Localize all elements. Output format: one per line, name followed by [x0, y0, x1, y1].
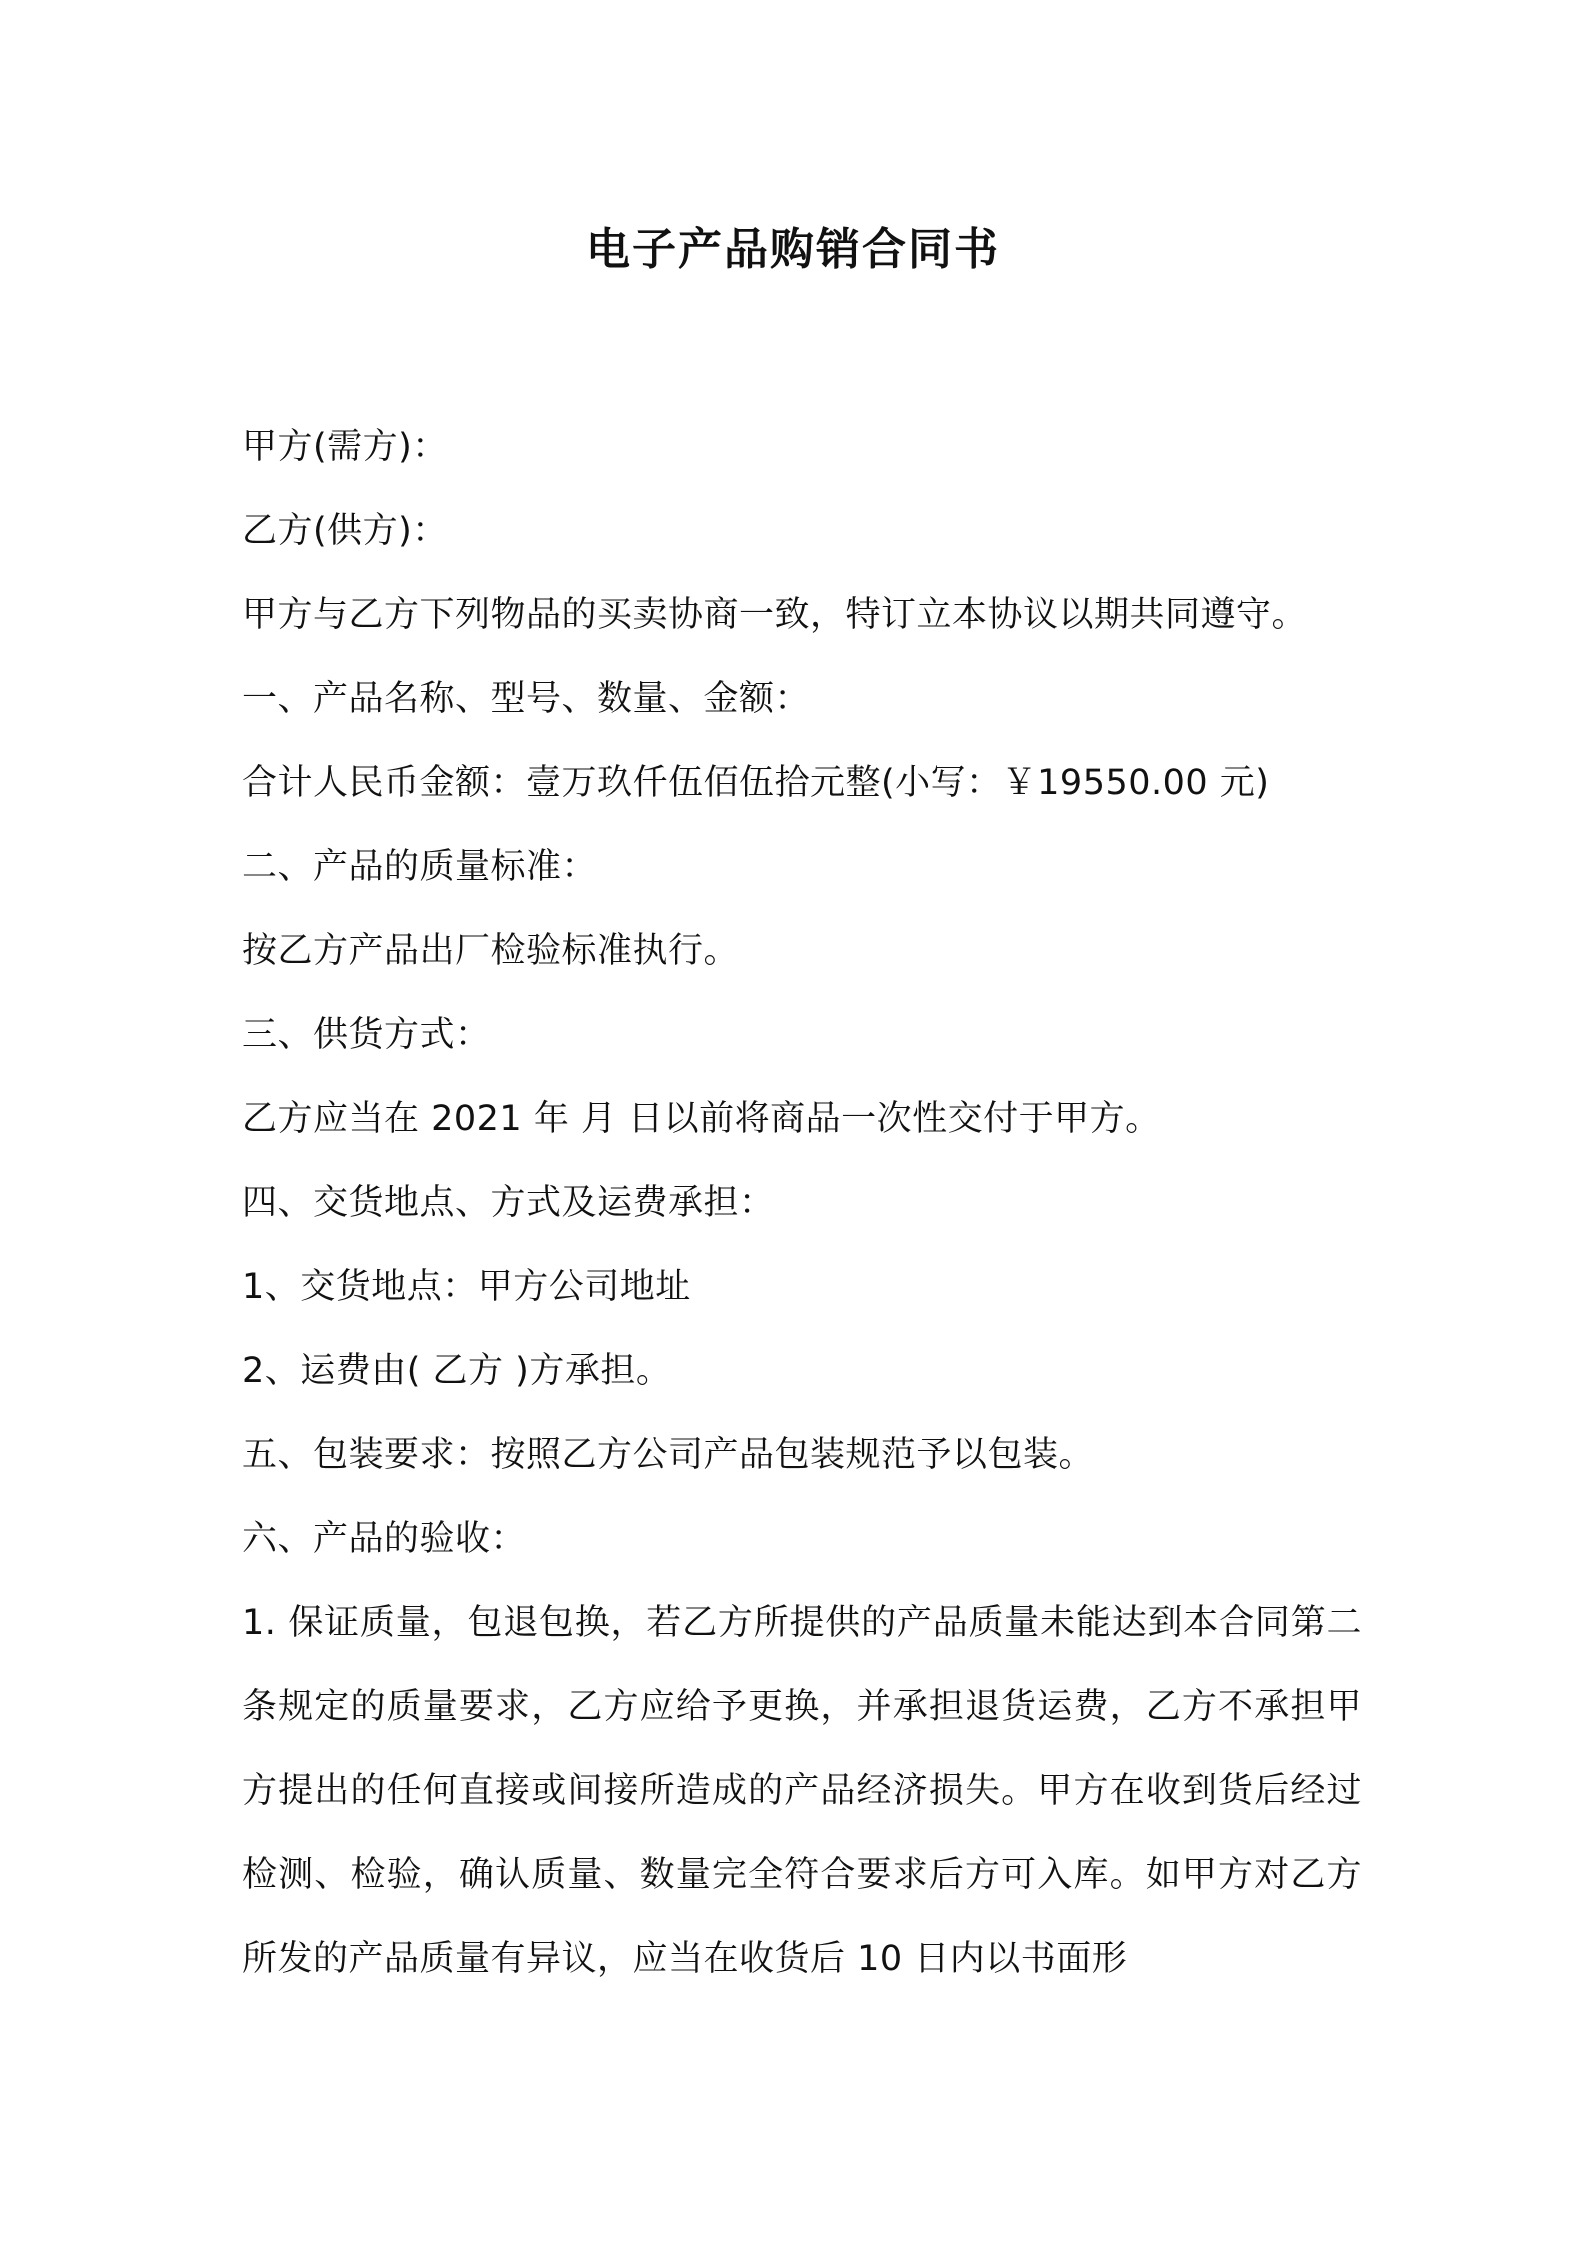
delivery-location-item: 1、交货地点：甲方公司地址 [242, 1267, 691, 1307]
acceptance-clause-paragraph: 1. 保证质量，包退包换，若乙方所提供的产品质量未能达到本合同第二条规定的质量要求，乙方应给予更换，并承担退货运费，乙方不承担甲方提出的任何直接或间接所造成的产品经济损失。甲方在收到货后经过检测、检验，确认质量、数量完全符合要求后方可入库。如甲方对乙方所发的产品质量有异议，应当在收货后 10 日内以书面形 [242, 1603, 1362, 1979]
quality-standard-text: 按乙方产品出厂检验标准执行。 [242, 931, 740, 971]
section-5-packaging: 五、包装要求：按照乙方公司产品包装规范予以包装。 [242, 1435, 1095, 1475]
party-b-line: 乙方(供方)： [242, 511, 448, 551]
document-body [242, 405, 1362, 2001]
freight-item: 2、运费由( 乙方 )方承担。 [242, 1351, 672, 1391]
section-4-heading: 四、交货地点、方式及运费承担： [242, 1183, 775, 1223]
total-amount-line: 合计人民币金额：壹万玖仟伍佰伍拾元整(小写：￥19550.00 元) [242, 763, 1270, 803]
party-a-line: 甲方(需方)： [242, 427, 448, 467]
section-6-heading: 六、产品的验收： [242, 1519, 527, 1559]
section-1-heading: 一、产品名称、型号、数量、金额： [242, 679, 811, 719]
delivery-date-text: 乙方应当在 2021 年 月 日以前将商品一次性交付于甲方。 [242, 1099, 1161, 1139]
section-2-heading: 二、产品的质量标准： [242, 847, 598, 887]
section-3-heading: 三、供货方式： [242, 1015, 491, 1055]
document-title: 电子产品购销合同书 [586, 224, 1000, 275]
agreement-intro: 甲方与乙方下列物品的买卖协商一致，特订立本协议以期共同遵守。 [242, 595, 1308, 635]
